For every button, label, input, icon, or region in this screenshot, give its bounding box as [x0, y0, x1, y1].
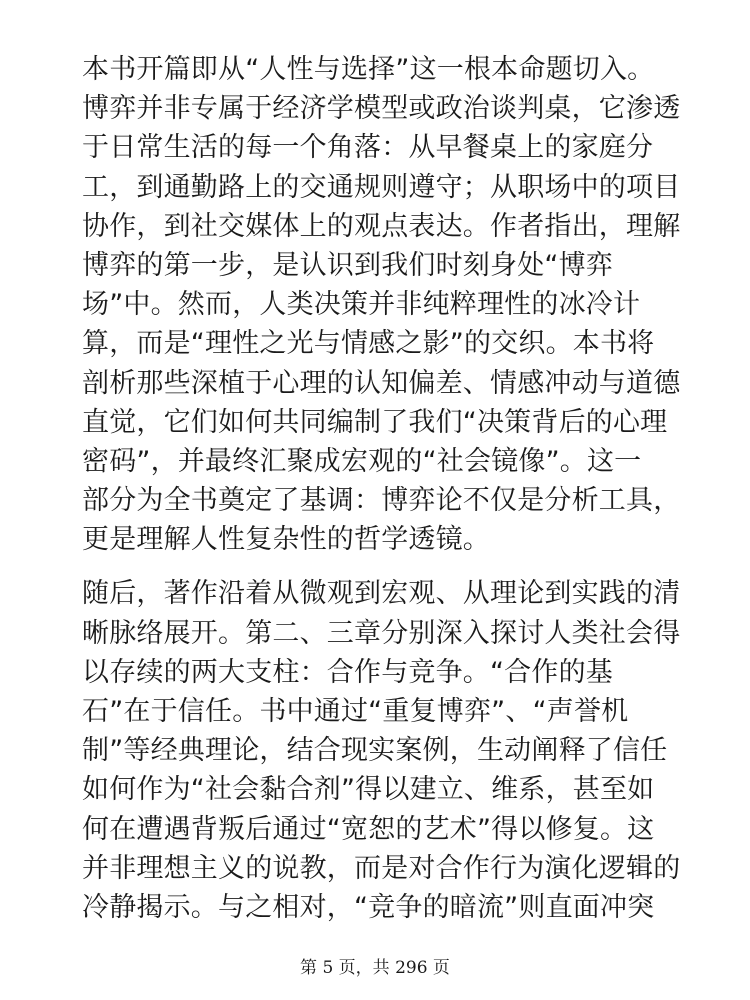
text-line: 如何作为“社会黏合剂”得以建立、维系，甚至如 [82, 774, 655, 806]
document-body [82, 50, 682, 927]
text-line: 于日常生活的每一个角落：从早餐桌上的家庭分 [82, 132, 654, 164]
text-line: 直觉，它们如何共同编制了我们“决策背后的心理 [82, 406, 668, 438]
text-line: 制”等经典理论，结合现实案例，生动阐释了信任 [82, 735, 668, 767]
text-line: 更是理解人性复杂性的哲学透镜。 [82, 524, 490, 556]
text-line: 石”在于信任。书中通过“重复博弈”、“声誉机 [82, 696, 629, 727]
text-line: 剖析那些深植于心理的认知偏差、情感冲动与道德 [82, 367, 681, 399]
paragraph [82, 50, 682, 559]
text-line: 场”中。然而，人类决策并非纯粹理性的冰冷计 [82, 289, 641, 321]
text-line: 博弈的第一步，是认识到我们时刻身处“博弈 [82, 249, 613, 281]
text-line: 并非理想主义的说教，而是对合作行为演化逻辑的 [82, 852, 681, 884]
text-line: 密码”，并最终汇聚成宏观的“社会镜像”。这一 [82, 445, 642, 477]
text-line: 算，而是“理性之光与情感之影”的交织。本书将 [82, 328, 655, 360]
text-line: 以存续的两大支柱：合作与竞争。“合作的基 [82, 656, 613, 688]
text-line: 博弈并非专属于经济学模型或政治谈判桌，它渗透 [82, 93, 681, 125]
text-line: 冷静揭示。与之相对，“竞争的暗流”则直面冲突 [82, 891, 655, 923]
paragraph-gap [82, 559, 682, 574]
text-line: 协作，到社交媒体上的观点表达。作者指出，理解 [82, 210, 681, 242]
text-line: 工，到通勤路上的交通规则遵守；从职场中的项目 [82, 171, 681, 203]
text-line: 部分为全书奠定了基调：博弈论不仅是分析工具， [82, 485, 681, 517]
text-line: 何在遭遇背叛后通过“宽恕的艺术”得以修复。这 [82, 813, 655, 845]
page-number-footer: 第 5 页，共 296 页 [300, 958, 450, 978]
text-line: 晰脉络展开。第二、三章分别深入探讨人类社会得 [82, 617, 681, 649]
text-line: 随后，著作沿着从微观到宏观、从理论到实践的清 [82, 578, 681, 610]
text-line: 本书开篇即从“人性与选择”这一根本命题切入。 [82, 54, 655, 85]
paragraph [82, 574, 682, 927]
